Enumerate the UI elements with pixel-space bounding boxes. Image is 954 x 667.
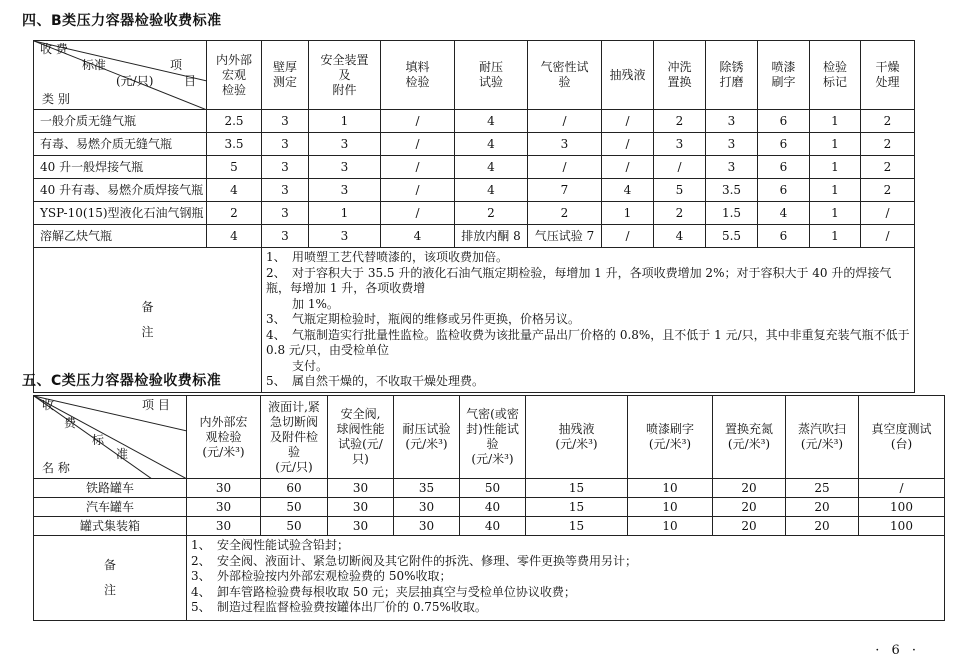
fee-cell: 15 — [526, 517, 628, 536]
fee-cell: 3 — [262, 133, 309, 156]
b-row-name: YSP-10(15)型液化石油气钢瓶 — [34, 202, 207, 225]
header-line: 填料 — [405, 60, 430, 74]
note-line — [266, 312, 910, 328]
fee-cell: 20 — [786, 498, 859, 517]
fee-cell: 2 — [861, 110, 915, 133]
fee-cell: 排放内酮 8 — [455, 225, 528, 248]
note-text: 外部检验按内外部宏观检验费的 50%收取； — [217, 569, 452, 583]
header-line: 宏观 — [221, 67, 246, 82]
c-col-header — [460, 396, 526, 479]
fee-cell: 6 — [758, 156, 810, 179]
fee-cell: 3.5 — [207, 133, 262, 156]
fee-cell: 1 — [810, 110, 861, 133]
table-row — [34, 479, 945, 498]
header-line: (元/米³) — [405, 437, 448, 451]
header-line: 检验 — [405, 75, 430, 89]
header-line: 处理 — [875, 75, 900, 89]
fee-cell: 1 — [810, 156, 861, 179]
header-line: 附件 — [332, 82, 357, 97]
section-b-title: 四、B类压力容器检验收费标准 — [22, 13, 222, 29]
note-number: 2、 — [191, 553, 211, 568]
fee-cell: 3 — [262, 225, 309, 248]
table-row — [34, 498, 945, 517]
note-number: 4、 — [266, 327, 286, 342]
header-line: 及附件检 — [269, 429, 318, 444]
header-line: 测定 — [272, 75, 297, 89]
fee-cell: 6 — [758, 110, 810, 133]
fee-cell: 20 — [713, 479, 786, 498]
fee-cell: / — [381, 179, 455, 202]
fee-cell: 30 — [328, 479, 394, 498]
note-number: 3、 — [191, 569, 211, 583]
note-line — [191, 569, 940, 585]
fee-cell: 4 — [654, 225, 706, 248]
fee-cell: 3 — [262, 156, 309, 179]
note-number: 5、 — [191, 600, 211, 614]
b-col-header — [706, 41, 758, 110]
c-col-header — [713, 396, 786, 479]
c-row-name: 罐式集装箱 — [34, 517, 187, 536]
b-col-header — [602, 41, 654, 110]
fee-cell: 2.5 — [207, 110, 262, 133]
b-row-name: 有毒、易燃介质无缝气瓶 — [34, 133, 207, 156]
header-line: 干燥 — [875, 60, 900, 74]
fee-cell: 4 — [207, 179, 262, 202]
note-text: 气瓶制造实行批量性监检。监检收费为该批量产品出厂价格的 0.8%，且不低于 1 元/只，其中非重复充装气瓶不低于 0.8 元/只，由受检单位 — [266, 327, 910, 357]
fee-cell: 5 — [207, 156, 262, 179]
b-col-header — [654, 41, 706, 110]
fee-cell: 40 — [460, 517, 526, 536]
fee-cell: 4 — [758, 202, 810, 225]
fee-cell: 4 — [381, 225, 455, 248]
fee-cell: 3 — [262, 110, 309, 133]
b-col-header — [381, 41, 455, 110]
table-row — [34, 179, 915, 202]
b-fee-table — [33, 40, 915, 393]
fee-cell: 40 — [460, 498, 526, 517]
fee-cell: 7 — [528, 179, 602, 202]
b-corner-mid: 标准 — [82, 58, 107, 72]
fee-cell: 6 — [758, 179, 810, 202]
fee-cell: 2 — [654, 202, 706, 225]
header-line: 真空度测试 — [871, 422, 932, 436]
fee-cell: 20 — [713, 498, 786, 517]
b-corner-xiang: 项 — [170, 58, 183, 72]
fee-cell: 100 — [859, 498, 945, 517]
header-line: 观检验 — [205, 429, 242, 444]
fee-cell: 50 — [460, 479, 526, 498]
fee-cell: / — [602, 133, 654, 156]
note-line — [266, 266, 910, 297]
header-line: (元/米³) — [727, 437, 771, 451]
header-line: (元/只) — [275, 459, 313, 474]
fee-cell: / — [528, 156, 602, 179]
note-number: 1、 — [191, 538, 211, 552]
note-line — [266, 374, 910, 390]
fee-cell: 1 — [309, 110, 381, 133]
header-line: (元/米³) — [202, 444, 245, 459]
c-col-header — [526, 396, 628, 479]
header-line: 球阀性能 — [336, 422, 385, 436]
b-corner-unit: (元/只) — [116, 74, 154, 88]
c-col-header — [859, 396, 945, 479]
fee-cell: 3 — [706, 133, 758, 156]
c-col-header — [261, 396, 328, 479]
c-col-header — [786, 396, 859, 479]
section-c-title: 五、C类压力容器检验收费标准 — [22, 373, 222, 389]
header-line: 液面计,紧 — [268, 399, 320, 414]
b-col-header — [309, 41, 381, 110]
fee-cell: / — [654, 156, 706, 179]
fee-cell: / — [381, 156, 455, 179]
header-line: 内外部宏 — [199, 414, 248, 429]
note-text: 安全阀性能试验含铅封； — [217, 538, 350, 552]
fee-cell: 3 — [654, 133, 706, 156]
b-row-name: 溶解乙炔气瓶 — [34, 225, 207, 248]
fee-cell: 1 — [810, 179, 861, 202]
note-number: 4、 — [191, 584, 211, 599]
fee-cell: 4 — [455, 133, 528, 156]
b-corner-header — [34, 41, 207, 110]
note-number: 5、 — [266, 374, 286, 388]
fee-cell: 1 — [309, 202, 381, 225]
fee-cell: 1 — [810, 133, 861, 156]
note-text: 属自然干燥的，不收取干燥处理费。 — [292, 374, 485, 388]
note-line — [266, 359, 910, 375]
header-line: 试验 — [478, 75, 503, 89]
b-col-header — [207, 41, 262, 110]
fee-cell: 3 — [528, 133, 602, 156]
c-notes — [187, 536, 945, 621]
header-line: 及 — [338, 67, 351, 82]
fee-cell: / — [602, 110, 654, 133]
fee-cell: 2 — [528, 202, 602, 225]
fee-cell: 50 — [261, 498, 328, 517]
b-row-name: 40 升一般焊接气瓶 — [34, 156, 207, 179]
fee-cell: 6 — [758, 225, 810, 248]
header-line: 抽残液 — [558, 422, 595, 436]
c-col-header — [187, 396, 261, 479]
note-text: 加 1%。 — [292, 296, 339, 311]
table-row — [34, 110, 915, 133]
c-col-header — [628, 396, 713, 479]
fee-cell: 1 — [602, 202, 654, 225]
fee-cell: 4 — [455, 110, 528, 133]
fee-cell: 30 — [187, 479, 261, 498]
fee-cell: 25 — [786, 479, 859, 498]
remark-char: 注 — [141, 324, 154, 339]
fee-cell: 气压试验 7 — [528, 225, 602, 248]
fee-cell: 3 — [262, 202, 309, 225]
fee-cell: 10 — [628, 479, 713, 498]
header-line: 蒸汽吹扫 — [797, 422, 846, 436]
fee-cell: 100 — [859, 517, 945, 536]
b-col-header — [528, 41, 602, 110]
note-line — [191, 538, 940, 554]
header-line: (元/米³) — [648, 437, 692, 451]
header-line: 气密性试 — [540, 60, 589, 74]
header-line: 耐压试验 — [402, 422, 451, 436]
note-line — [266, 250, 910, 266]
header-line: (元/米³) — [555, 437, 598, 451]
header-line: 置换 — [667, 75, 692, 89]
fee-cell: 30 — [328, 517, 394, 536]
fee-cell: 30 — [394, 517, 460, 536]
fee-cell: 3 — [309, 156, 381, 179]
fee-cell: 20 — [786, 517, 859, 536]
c-row-name: 铁路罐车 — [34, 479, 187, 498]
c-row-name: 汽车罐车 — [34, 498, 187, 517]
fee-cell: 5.5 — [706, 225, 758, 248]
b-col-header — [758, 41, 810, 110]
c-remarks-row — [34, 536, 945, 621]
note-text: 卸车管路检验费每根收取 50 元；夹层抽真空与受检单位协议收费； — [217, 584, 576, 599]
c-corner-shou: 收 — [42, 398, 55, 412]
header-line: 喷漆刷字 — [645, 422, 694, 436]
fee-cell: 30 — [328, 498, 394, 517]
header-line: 内外部 — [215, 52, 252, 67]
remark-label-stack — [36, 300, 259, 340]
remark-label-stack — [36, 558, 184, 598]
header-line: 安全装置 — [320, 52, 369, 67]
b-corner-bottom: 类 别 — [42, 92, 70, 106]
fee-cell: 10 — [628, 498, 713, 517]
fee-cell: 1 — [810, 225, 861, 248]
header-line: 验 — [558, 75, 571, 89]
header-line: 喷漆 — [771, 60, 796, 74]
fee-cell: / — [381, 133, 455, 156]
header-line: 气密(或密 — [466, 407, 519, 421]
fee-cell: 3 — [309, 133, 381, 156]
note-text: 制造过程监督检验费按罐体出厂价的 0.75%收取。 — [217, 600, 487, 614]
note-line — [266, 328, 910, 359]
header-line: 打磨 — [719, 75, 744, 89]
c-corner-xiangmu: 项 目 — [142, 398, 170, 412]
fee-cell: 20 — [713, 517, 786, 536]
b-col-header — [861, 41, 915, 110]
fee-cell: 30 — [187, 517, 261, 536]
fee-cell: / — [859, 479, 945, 498]
note-text: 气瓶定期检验时，瓶阀的维修或另件更换，价格另议。 — [292, 312, 581, 326]
c-col-header — [328, 396, 394, 479]
fee-cell: 2 — [861, 179, 915, 202]
table-row — [34, 133, 915, 156]
fee-cell: 60 — [261, 479, 328, 498]
note-line — [191, 585, 940, 601]
header-line: 封)性能试 — [466, 422, 519, 436]
note-number: 1、 — [266, 250, 286, 264]
header-line: 验 — [287, 444, 300, 459]
b-row-name: 40 升有毒、易燃介质焊接气瓶 — [34, 179, 207, 202]
fee-cell: 6 — [758, 133, 810, 156]
fee-cell: 4 — [455, 156, 528, 179]
remark-char: 备 — [141, 299, 154, 314]
header-line: 耐压 — [478, 60, 503, 74]
fee-cell: / — [861, 202, 915, 225]
header-line: (元/米³) — [471, 452, 514, 466]
fee-cell: 2 — [861, 133, 915, 156]
fee-cell: / — [602, 225, 654, 248]
table-row — [34, 225, 915, 248]
fee-cell: 30 — [394, 498, 460, 517]
note-text: 对于容积大于 35.5 升的液化石油气瓶定期检验，每增加 1 升，各项收费增加 2%；对于容积大于 40 升的焊接气瓶，每增加 1 升，各项收费增 — [266, 265, 892, 295]
c-corner-fei: 费 — [64, 416, 77, 430]
fee-cell: 4 — [455, 179, 528, 202]
b-notes — [262, 248, 915, 393]
fee-cell: 3.5 — [706, 179, 758, 202]
c-corner-zhun: 准 — [116, 447, 129, 461]
c-corner-mingcheng: 名 称 — [42, 461, 70, 475]
header-line: 检验 — [822, 60, 847, 74]
fee-cell: / — [528, 110, 602, 133]
fee-cell: 10 — [628, 517, 713, 536]
c-fee-table — [33, 395, 945, 621]
header-line: 冲洗 — [667, 60, 692, 74]
b-col-header — [262, 41, 309, 110]
fee-cell: / — [602, 156, 654, 179]
header-line: 只) — [352, 452, 369, 466]
remark-char: 备 — [103, 558, 116, 572]
fee-cell: 3 — [706, 110, 758, 133]
note-text: 支付。 — [292, 358, 329, 373]
note-number: 3、 — [266, 312, 286, 326]
header-line: 壁厚 — [272, 60, 297, 74]
b-corner-top: 收 费 — [40, 42, 68, 56]
b-row-name: 一般介质无缝气瓶 — [34, 110, 207, 133]
header-line: 置换充氮 — [724, 422, 773, 436]
remark-char: 注 — [103, 583, 116, 597]
fee-cell: 3 — [262, 179, 309, 202]
header-line: 安全阀, — [340, 407, 381, 421]
table-row — [34, 156, 915, 179]
fee-cell: 15 — [526, 498, 628, 517]
table-row — [34, 517, 945, 536]
b-col-header — [455, 41, 528, 110]
header-line: 标记 — [822, 75, 847, 89]
fee-cell: 4 — [207, 225, 262, 248]
c-corner-header — [34, 396, 187, 479]
fee-cell: 35 — [394, 479, 460, 498]
fee-cell: / — [861, 225, 915, 248]
note-line — [191, 600, 940, 616]
fee-cell: / — [381, 202, 455, 225]
fee-cell: 3 — [309, 225, 381, 248]
note-number: 2、 — [266, 265, 286, 280]
fee-cell: 2 — [861, 156, 915, 179]
header-line: (台) — [890, 437, 913, 451]
fee-cell: / — [381, 110, 455, 133]
note-line — [191, 554, 940, 570]
header-line: 抽残液 — [609, 67, 646, 82]
fee-cell: 2 — [455, 202, 528, 225]
header-line: (元/米³) — [800, 437, 844, 451]
note-text: 用喷塑工艺代替喷漆的，该项收费加倍。 — [292, 250, 509, 264]
header-line: 试验(元/ — [338, 437, 383, 451]
page-number: · 6 · — [875, 643, 920, 658]
c-col-header — [394, 396, 460, 479]
header-line: 刷字 — [771, 75, 796, 89]
fee-cell: 3 — [706, 156, 758, 179]
b-corner-mu: 目 — [184, 74, 197, 88]
table-row — [34, 202, 915, 225]
c-remarks-label — [34, 536, 187, 621]
fee-cell: 1.5 — [706, 202, 758, 225]
fee-cell: 2 — [654, 110, 706, 133]
fee-cell: 3 — [309, 179, 381, 202]
fee-cell: 4 — [602, 179, 654, 202]
c-corner-biao: 标 — [92, 433, 105, 447]
header-line: 验 — [486, 437, 499, 451]
header-line: 急切断阀 — [269, 414, 318, 429]
note-line — [266, 297, 910, 313]
fee-cell: 1 — [810, 202, 861, 225]
header-line: 除锈 — [719, 60, 744, 74]
fee-cell: 15 — [526, 479, 628, 498]
b-col-header — [810, 41, 861, 110]
fee-cell: 2 — [207, 202, 262, 225]
note-text: 安全阀、液面计、紧急切断阀及其它附件的拆洗、修理、零件更换等费用另计； — [217, 553, 638, 568]
fee-cell: 50 — [261, 517, 328, 536]
fee-cell: 5 — [654, 179, 706, 202]
header-line: 检验 — [221, 82, 246, 97]
fee-cell: 30 — [187, 498, 261, 517]
